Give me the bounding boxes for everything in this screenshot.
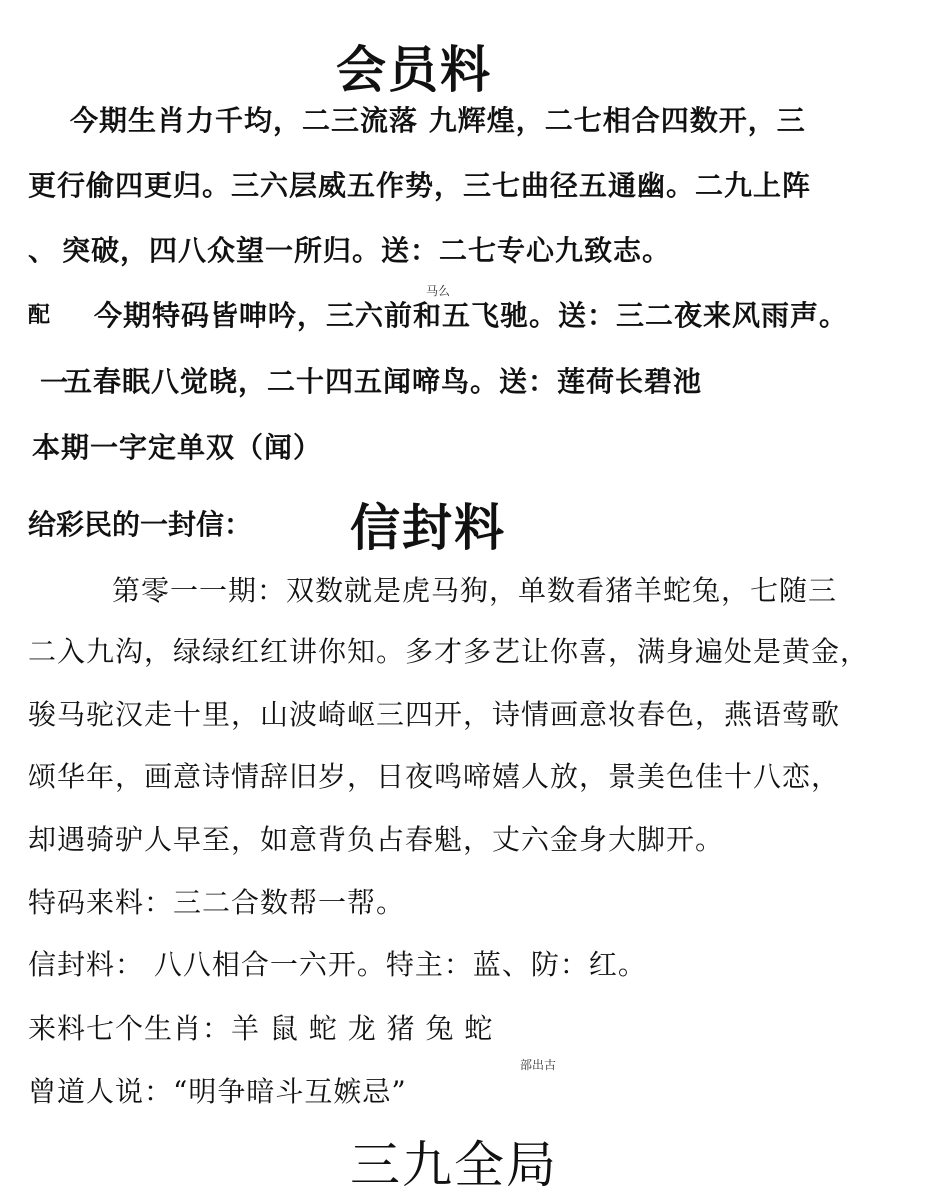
text-line: 特码来料：三二合数帮一帮。 (28, 886, 406, 919)
text-line: 信封料： 八八相合一六开。特主：蓝、防：红。 (28, 948, 647, 981)
text-line: 二入九沟，绿绿红红讲你知。多才多艺让你喜，满身遍处是黄金， (28, 635, 870, 668)
letter-intro: 给彩民的一封信： (28, 508, 253, 541)
text-line: 突破，四八众望一所归。送：二七专心九致志。 (62, 234, 672, 267)
text-line: 来料七个生肖：羊 鼠 蛇 龙 猪 兔 蛇 (28, 1012, 494, 1045)
text-line-fragment: 、 (28, 234, 58, 267)
text-line: 骏马驼汉走十里，山波崎岖三四开，诗情画意妆春色，燕语莺歌 (28, 698, 841, 731)
text-line-fragment: 配 (28, 302, 52, 328)
section-title-xinfengliao: 信封料 (350, 498, 506, 557)
text-line: 颂华年，画意诗情辞旧岁，日夜鸣啼嬉人放，景美色佳十八恋， (28, 760, 841, 793)
section-title-huiyuanliao: 会员料 (336, 40, 492, 99)
small-mark: 马么 (426, 284, 451, 298)
text-line-fragment: 一 (40, 366, 70, 399)
small-mark: 部出古 (520, 1058, 557, 1072)
text-line: 今期特码皆呻吟，三六前和五飞驰。送：三二夜来风雨声。 (94, 299, 849, 332)
text-line: 更行偷四更归。三六层威五作势，三七曲径五通幽。二九上阵 (28, 169, 812, 202)
text-line: 却遇骑驴人早至，如意背负占春魁，丈六金身大脚开。 (28, 823, 725, 856)
section-title-sanjiuquanju: 三九全局 (350, 1136, 558, 1194)
text-line: 本期一字定单双（闻） (32, 431, 323, 464)
text-line: 第零一一期：双数就是虎马狗，单数看猪羊蛇兔，七随三 (112, 574, 838, 607)
text-line: 五春眠八觉晓，二十四五闻啼鸟。送：莲荷长碧池 (64, 365, 703, 398)
text-line: 曾道人说：“明争暗斗互嫉忌” (28, 1075, 407, 1108)
text-line: 今期生肖力千均，二三流落 九辉煌，二七相合四数开，三 (70, 104, 806, 137)
